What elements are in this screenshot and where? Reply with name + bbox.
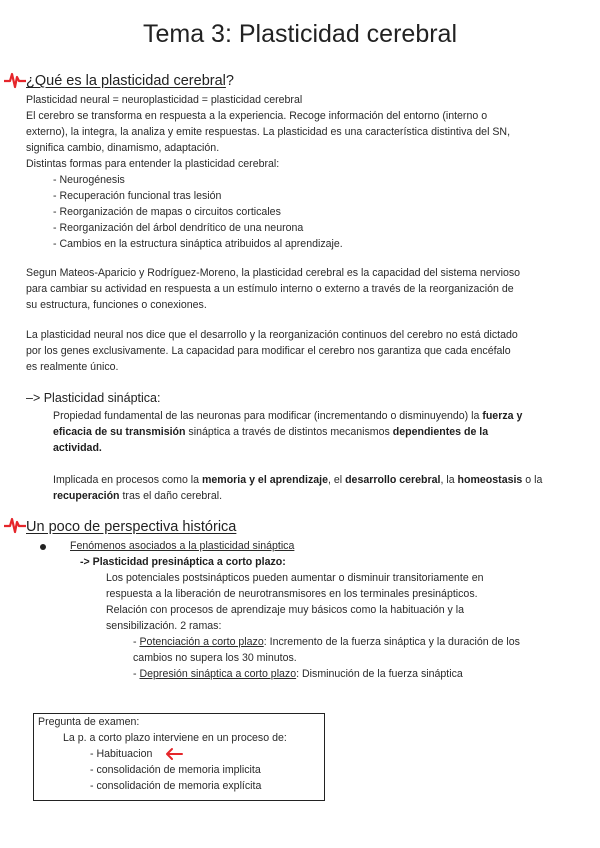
- branch-depression: - Depresión sináptica a corto plazo: Disminución de la fuerza sináptica: [133, 668, 463, 680]
- intro-line: El cerebro se transforma en respuesta a la experiencia. Recoge información del entorno (interno o: [26, 110, 488, 122]
- paragraph-line: para cambiar su actividad en respuesta a un estímulo interno o externo a través de la reorganización de: [26, 283, 514, 295]
- exam-question: La p. a corto plazo interviene en un proceso de:: [63, 732, 287, 744]
- exam-title: Pregunta de examen:: [38, 716, 140, 728]
- branch-potentiation: - Potenciación a corto plazo: Incremento de la fuerza sináptica y la duración de los: [133, 636, 520, 648]
- list-item: - Recuperación funcional tras lesión: [53, 190, 222, 202]
- synaptic-heading: –> Plasticidad sináptica:: [26, 391, 161, 405]
- bullet-dot-icon: [40, 544, 46, 550]
- exam-option: - consolidación de memoria implicita: [90, 764, 261, 776]
- heartbeat-icon: [4, 70, 26, 90]
- list-item: - Reorganización de mapas o circuitos corticales: [53, 206, 281, 218]
- branch-potentiation-cont: cambios no supera los 30 minutos.: [133, 652, 297, 664]
- forms-list: [53, 172, 553, 252]
- paragraph-line: Relación con procesos de aprendizaje muy básicos como la habituación y la: [106, 604, 465, 616]
- exam-option: - Habituacion: [90, 748, 153, 760]
- paragraph-line: La plasticidad neural nos dice que el desarrollo y la reorganización continuos del cerebro no está dictado: [26, 329, 518, 341]
- left-arrow-icon: [164, 747, 184, 761]
- paragraph-line: es realmente único.: [26, 361, 119, 373]
- genes-paragraph: [26, 327, 576, 375]
- definition-block: [26, 92, 576, 172]
- section-heading-plasticidad: ¿Qué es la plasticidad cerebral?: [26, 73, 234, 89]
- mateos-paragraph: [26, 265, 576, 313]
- paragraph-line: su estructura, funciones o conexiones.: [26, 299, 207, 311]
- list-item: - Cambios en la estructura sináptica atribuidos al aprendizaje.: [53, 238, 343, 250]
- branch-list: [133, 634, 573, 682]
- paragraph-line: respuesta a la liberación de neurotransmisores en los terminales presinápticos.: [106, 588, 478, 600]
- paragraph-line: por los genes exclusivamente. La capacidad para modificar el cerebro nos garantiza que cada encéfalo: [26, 345, 511, 357]
- page-title: Tema 3: Plasticidad cerebral: [142, 20, 458, 48]
- heartbeat-icon: [4, 515, 26, 535]
- paragraph-line: sensibilización. 2 ramas:: [106, 620, 222, 632]
- intro-line: externo), la integra, la analiza y emite respuestas. La plasticidad es una característica distintiva del SN,: [26, 126, 511, 138]
- paragraph-line: Segun Mateos-Aparicio y Rodríguez-Moreno, la plasticidad cerebral es la capacidad del sistema nervioso: [26, 267, 521, 279]
- synaptic-implications: Implicada en procesos como la memoria y el aprendizaje, el desarrollo cerebral, la homeostasis o la recuperación tras el daño cerebral.: [53, 474, 543, 502]
- exam-option: - consolidación de memoria explícita: [90, 780, 262, 792]
- bullet-item: Fenómenos asociados a la plasticidad sináptica: [70, 540, 295, 552]
- definition-line: Plasticidad neural = neuroplasticidad = plasticidad cerebral: [26, 94, 303, 106]
- intro-line: significa cambio, dinamismo, adaptación.: [26, 142, 220, 154]
- presynaptic-heading: -> Plasticidad presináptica a corto plazo:: [80, 556, 286, 568]
- forms-intro: Distintas formas para entender la plasticidad cerebral:: [26, 158, 280, 170]
- synaptic-definition: Propiedad fundamental de las neuronas para modificar (incrementando o disminuyendo) la fuerza y eficacia de su transmisión sináptica a través de distintos mecanismos dependientes de la actividad.: [53, 410, 523, 454]
- section-heading-historia: Un poco de perspectiva histórica: [26, 519, 237, 535]
- list-item: - Neurogénesis: [53, 174, 125, 186]
- paragraph-line: Los potenciales postsinápticos pueden aumentar o disminuir transitoriamente en: [106, 572, 484, 584]
- list-item: - Reorganización del árbol dendrítico de una neurona: [53, 222, 304, 234]
- presynaptic-text: [106, 570, 576, 634]
